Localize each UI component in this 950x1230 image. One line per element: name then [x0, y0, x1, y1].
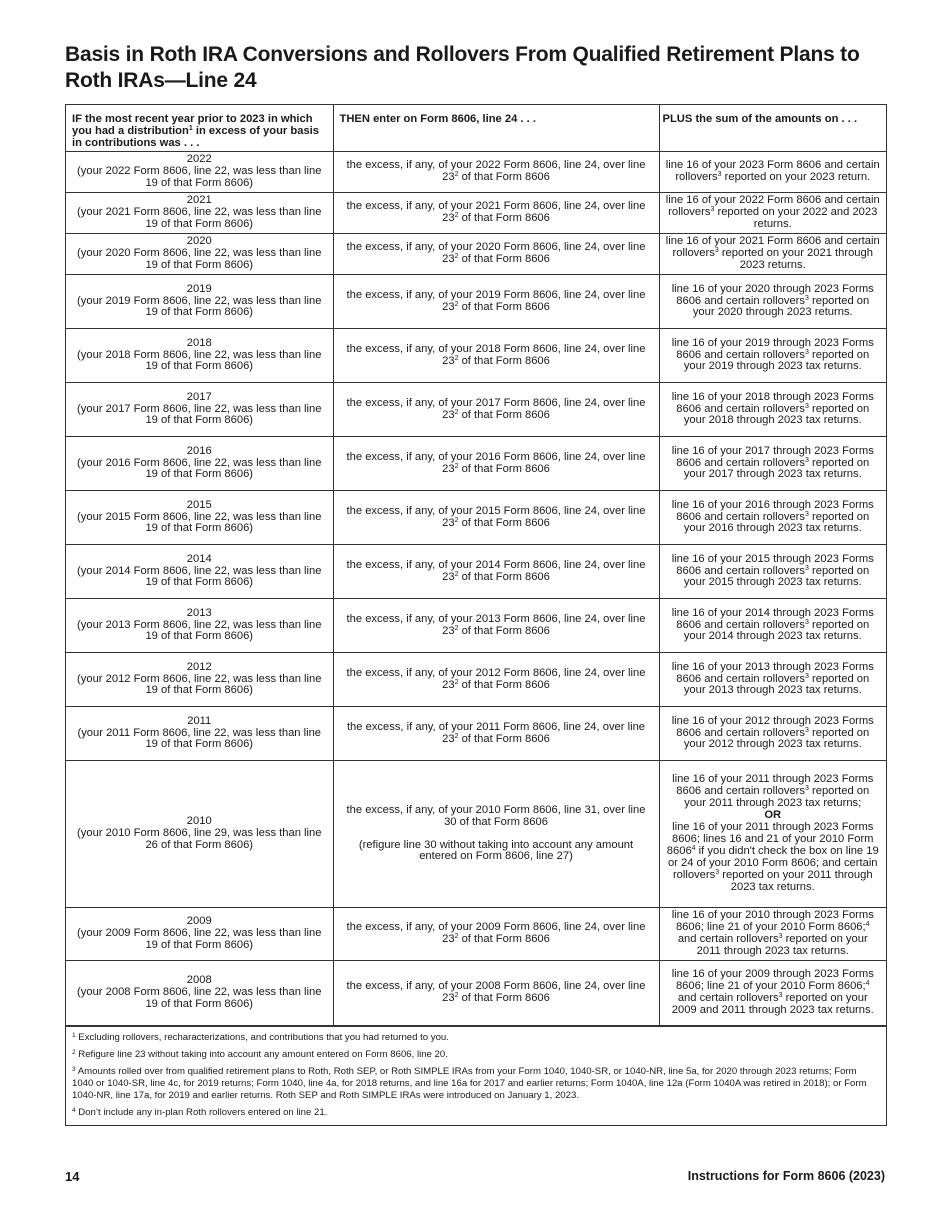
header-if: IF the most recent year prior to 2023 in which you had a distribution$^1$ in excess of your basis in contributions was . . . — [66, 105, 333, 152]
year-label: 2011 — [187, 714, 212, 727]
then-cell: the excess, if any, of your 2017 Form 8606, line 24, over line $23^2$ of that Form 8606 — [333, 383, 659, 437]
then-cell: the excess, if any, of your 2009 Form 8606, line 24, over line $23^2$ of that Form 8606 — [333, 908, 659, 961]
header-plus: PLUS the sum of the amounts on . . . — [659, 105, 886, 152]
footer-doc-title: Instructions for Form 8606 (2023) — [687, 1169, 885, 1183]
year-cell — [66, 275, 333, 329]
basis-table-frame — [65, 104, 887, 1126]
year-label: 2012 — [186, 660, 212, 673]
plus-cell: line 16 of your 2019 through 2023 Forms 8606 and certain rollovers$^3$ reported on your 2019 through 2023 tax returns. — [659, 329, 886, 383]
year-condition: (your 2011 Form 8606, line 22, was less than line 19 of that Form 8606) — [77, 726, 322, 751]
year-condition: (your 2020 Form 8606, line 22, was less than line 19 of that Form 8606) — [77, 247, 322, 271]
table-row-2016 — [66, 437, 886, 491]
table-row-2015 — [66, 491, 886, 545]
year-cell: 2008 (your 2008 Form 8606, line 22, was less than line 19 of that Form 8606) — [66, 961, 333, 1026]
year-cell — [66, 437, 333, 491]
year-condition: (your 2021 Form 8606, line 22, was less than line 19 of that Form 8606) — [77, 206, 322, 230]
plus-cell: line 16 of your 2010 through 2023 Forms 8606; line 21 of your 2010 Form 8606;$^4$ and certain rollovers$^3$ reported on your 2011 through 2023 tax returns. — [659, 908, 886, 961]
footnote-1: $^1$ Excluding rollovers, recharacterizations, and contributions that you had returned to you. — [72, 1032, 449, 1043]
table-row-2012 — [66, 653, 886, 707]
year-label: 2016 — [186, 444, 212, 457]
plus-cell: line 16 of your 2016 through 2023 Forms 8606 and certain rollovers$^3$ reported on your 2016 through 2023 tax returns. — [659, 491, 886, 545]
then-cell: the excess, if any, of your 2014 Form 8606, line 24, over line $23^2$ of that Form 8606 — [333, 545, 659, 599]
page-title: Basis in Roth IRA Conversions and Rollovers From Qualified Retirement Plans to Roth IRAs—Line 24 — [65, 43, 860, 92]
plus-cell: line 16 of your 2015 through 2023 Forms 8606 and certain rollovers$^3$ reported on your 2015 through 2023 tax returns. — [659, 545, 886, 599]
year-condition: (your 2015 Form 8606, line 22, was less than line 19 of that Form 8606) — [77, 510, 322, 535]
plus-cell: line 16 of your 2013 through 2023 Forms 8606 and certain rollovers$^3$ reported on your 2013 through 2023 tax returns. — [659, 653, 886, 707]
table-row-2010 — [66, 761, 886, 908]
year-label: 2015 — [186, 498, 212, 511]
year-label: 2020 — [186, 235, 212, 248]
table-row-2020 — [66, 234, 886, 275]
then-cell: the excess, if any, of your 2022 Form 8606, line 24, over line $23^2$ of that Form 8606 — [333, 152, 659, 193]
year-cell — [66, 234, 333, 275]
plus-cell: line 16 of your 2017 through 2023 Forms 8606 and certain rollovers$^3$ reported on your 2017 through 2023 tax returns. — [659, 437, 886, 491]
table-row-2018 — [66, 329, 886, 383]
table-row-2017 — [66, 383, 886, 437]
then-cell: the excess, if any, of your 2015 Form 8606, line 24, over line $23^2$ of that Form 8606 — [333, 491, 659, 545]
year-label: 2019 — [186, 282, 212, 295]
year-condition: (your 2022 Form 8606, line 22, was less than line 19 of that Form 8606) — [77, 165, 322, 189]
year-label: 2014 — [186, 552, 212, 565]
year-label: 2021 — [186, 194, 212, 207]
then-cell: the excess, if any, of your 2010 Form 8606, line 31, over line 30 of that Form 8606 (refigure line 30 without taking into account any amount entered on Form 8606, line 27) — [333, 761, 659, 908]
footnote-2: $^2$ Refigure line 23 without taking into account any amount entered on Form 8606, line 20. — [72, 1049, 448, 1060]
page-number: 14 — [65, 1169, 80, 1184]
then-cell: the excess, if any, of your 2013 Form 8606, line 24, over line $23^2$ of that Form 8606 — [333, 599, 659, 653]
year-cell — [66, 329, 333, 383]
year-cell — [66, 383, 333, 437]
table-row-2014 — [66, 545, 886, 599]
year-cell — [66, 152, 333, 193]
plus-cell: line 16 of your 2018 through 2023 Forms 8606 and certain rollovers$^3$ reported on your 2018 through 2023 tax returns. — [659, 383, 886, 437]
then-cell: the excess, if any, of your 2020 Form 8606, line 24, over line $23^2$ of that Form 8606 — [333, 234, 659, 275]
plus-cell: line 16 of your 2012 through 2023 Forms 8606 and certain rollovers$^3$ reported on your 2012 through 2023 tax returns. — [659, 707, 886, 761]
year-label: 2022 — [186, 153, 212, 166]
year-label: 2017 — [186, 390, 212, 403]
then-cell: the excess, if any, of your 2019 Form 8606, line 24, over line $23^2$ of that Form 8606 — [333, 275, 659, 329]
table-row-2013 — [66, 599, 886, 653]
plus-cell: line 16 of your 2009 through 2023 Forms 8606; line 21 of your 2010 Form 8606;$^4$ and certain rollovers$^3$ reported on your 2009 and 2011 through 2023 tax returns. — [659, 961, 886, 1026]
then-cell: the excess, if any, of your 2011 Form 8606, line 24, over line $23^2$ of that Form 8606 — [333, 707, 659, 761]
plus-cell: line 16 of your 2011 through 2023 Forms 8606 and certain rollovers$^3$ reported on your 2011 through 2023 tax returns; OR line 16 of your 2011 through 2023 Forms 8606; lines 16 and 21 of your 2010 Form 8606$^4$ if you didn't check the box on line 19 or 24 of your 2010 Form 8606; and certain rollovers$^3$ reported on your 2011 through 2023 tax returns. — [659, 761, 886, 908]
plus-cell: line 16 of your 2020 through 2023 Forms 8606 and certain rollovers$^3$ reported on your 2020 through 2023 returns. — [659, 275, 886, 329]
year-cell — [66, 193, 333, 234]
basis-table — [66, 105, 886, 1026]
year-label: 2013 — [186, 606, 212, 619]
then-cell: the excess, if any, of your 2012 Form 8606, line 24, over line $23^2$ of that Form 8606 — [333, 653, 659, 707]
table-row-2022 — [66, 152, 886, 193]
table-row-2009 — [66, 908, 886, 961]
table-body — [66, 152, 886, 1026]
plus-cell: line 16 of your 2014 through 2023 Forms 8606 and certain rollovers$^3$ reported on your 2014 through 2023 tax returns. — [659, 599, 886, 653]
footnote-4: $^4$ Don’t include any in-plan Roth rollovers entered on line 21. — [72, 1107, 328, 1118]
table-row-2008 — [66, 961, 886, 1026]
year-condition: (your 2012 Form 8606, line 22, was less than line 19 of that Form 8606) — [77, 672, 322, 697]
year-condition: (your 2017 Form 8606, line 22, was less than line 19 of that Form 8606) — [77, 402, 322, 427]
footnotes — [66, 1026, 886, 1125]
year-cell: 2010 (your 2010 Form 8606, line 29, was less than line 26 of that Form 8606) — [66, 761, 333, 908]
plus-cell: line 16 of your 2022 Form 8606 and certain rollovers$^3$ reported on your 2022 and 2023 returns. — [659, 193, 886, 234]
year-cell — [66, 491, 333, 545]
year-cell — [66, 707, 333, 761]
year-cell — [66, 599, 333, 653]
year-condition: (your 2014 Form 8606, line 22, was less than line 19 of that Form 8606) — [77, 564, 322, 589]
year-cell — [66, 653, 333, 707]
table-row-2011 — [66, 707, 886, 761]
plus-cell: line 16 of your 2021 Form 8606 and certain rollovers$^3$ reported on your 2021 through 2023 returns. — [659, 234, 886, 275]
then-cell: the excess, if any, of your 2008 Form 8606, line 24, over line $23^2$ of that Form 8606 — [333, 961, 659, 1026]
year-condition: (your 2018 Form 8606, line 22, was less than line 19 of that Form 8606) — [77, 348, 322, 373]
then-cell: the excess, if any, of your 2021 Form 8606, line 24, over line $23^2$ of that Form 8606 — [333, 193, 659, 234]
table-header-row — [66, 105, 886, 152]
year-condition: (your 2013 Form 8606, line 22, was less than line 19 of that Form 8606) — [77, 618, 322, 643]
year-condition: (your 2016 Form 8606, line 22, was less than line 19 of that Form 8606) — [77, 456, 322, 481]
table-row-2021 — [66, 193, 886, 234]
then-cell: the excess, if any, of your 2018 Form 8606, line 24, over line $23^2$ of that Form 8606 — [333, 329, 659, 383]
table-row-2019 — [66, 275, 886, 329]
year-cell — [66, 545, 333, 599]
then-cell: the excess, if any, of your 2016 Form 8606, line 24, over line $23^2$ of that Form 8606 — [333, 437, 659, 491]
year-condition: (your 2019 Form 8606, line 22, was less than line 19 of that Form 8606) — [77, 294, 322, 319]
plus-cell: line 16 of your 2023 Form 8606 and certain rollovers$^3$ reported on your 2023 return. — [659, 152, 886, 193]
year-cell: 2009 (your 2009 Form 8606, line 22, was less than line 19 of that Form 8606) — [66, 908, 333, 961]
year-label: 2018 — [186, 336, 212, 349]
header-then: THEN enter on Form 8606, line 24 . . . — [333, 105, 659, 152]
or-separator: OR — [764, 809, 782, 822]
footnote-3: $^3$ Amounts rolled over from qualified retirement plans to Roth, Roth SEP, or Roth SIMPLE IRAs from your Form 1040, 1040-SR, or 1040-NR, line 5a, for 2020 through 2023 returns; Form 1040 or 1040-SR, line 4c, for 2019 returns; Form 1040, line 4a, for 2018 returns, and line 16a for 2017 and earlier returns; Form 1040A, line 12a (Form 1040A was retired in 2018); or Form 1040-NR, line 17a, for 2019 and earlier returns. Roth SEP and Roth SIMPLE IRAs were introduced on January 1, 2023. — [72, 1066, 867, 1101]
